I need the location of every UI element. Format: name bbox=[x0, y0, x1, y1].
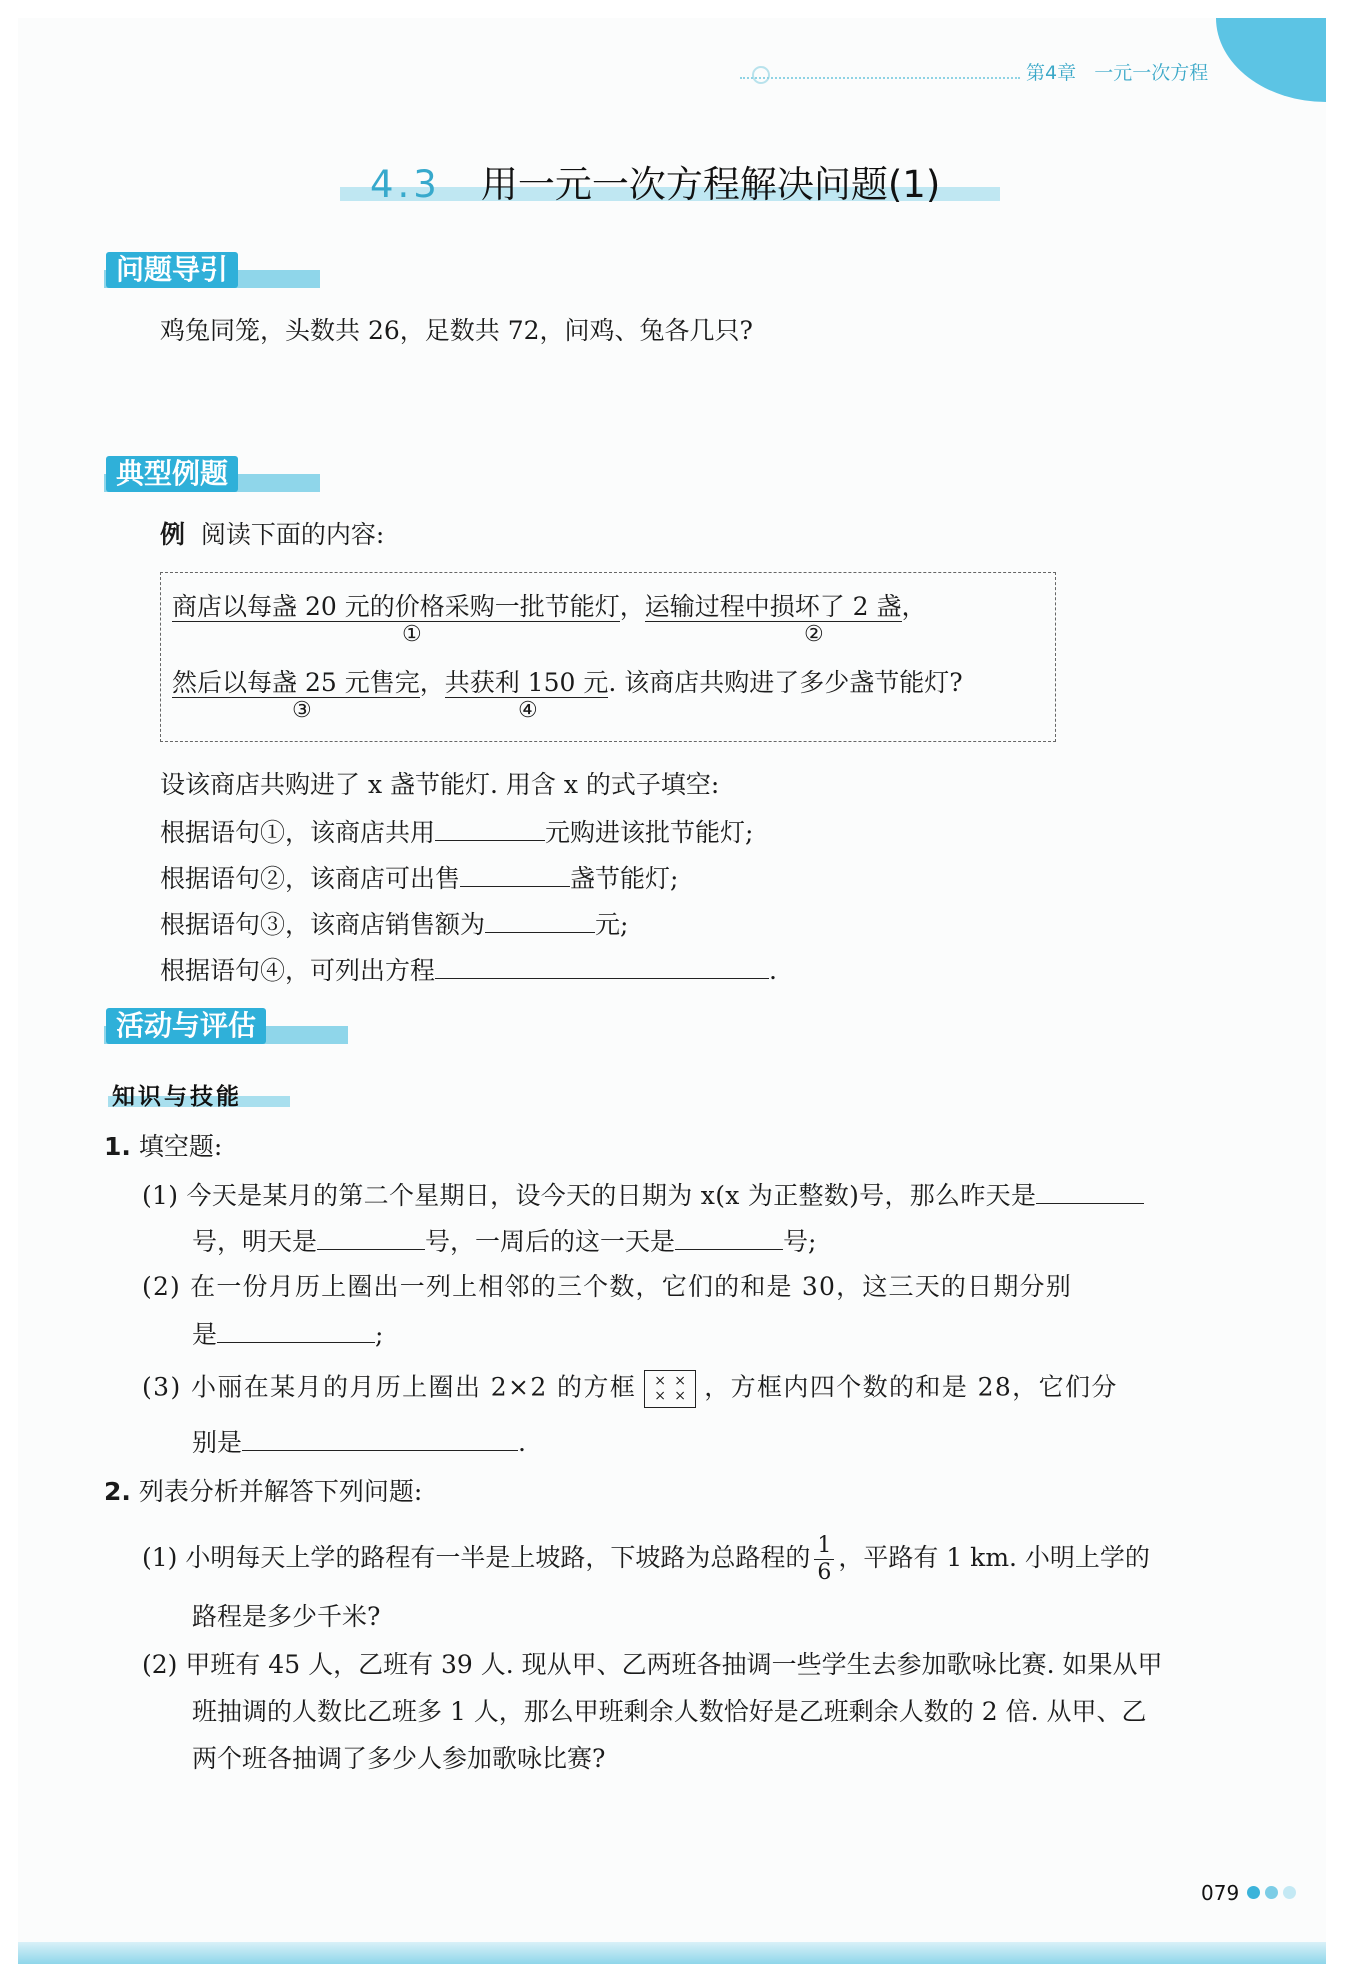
tag-example-label: 典型例题 bbox=[106, 456, 238, 492]
blank-4 bbox=[435, 952, 769, 979]
header-ornament bbox=[752, 66, 770, 84]
page-dot-icon bbox=[1283, 1886, 1296, 1899]
chapter-title: 一元一次方程 bbox=[1094, 62, 1209, 84]
guide-question: 鸡兔同笼，头数共 26，足数共 72，问鸡、兔各几只? bbox=[160, 316, 753, 345]
exercise-2-2-line-2: 班抽调的人数比乙班多 1 人，那么甲班剩余人数恰好是乙班剩余人数的 2 倍. 从甲、乙 bbox=[192, 1697, 1147, 1726]
reading-line-1: 商店以每盏 20 元的价格采购一批节能灯，运输过程中损坏了 2 盏， bbox=[172, 592, 927, 621]
example-q2: 根据语句②，该商店可出售 盏节能灯; bbox=[160, 860, 678, 896]
statement-1: 商店以每盏 20 元的价格采购一批节能灯 bbox=[172, 592, 620, 621]
exercise-1-2-line-1: (2) 在一份月历上圈出一列上相邻的三个数，它们的和是 30，这三天的日期分别 bbox=[142, 1272, 1072, 1301]
mark-3: ③ bbox=[292, 698, 312, 723]
exercise-1-3-line-1: (3) 小丽在某月的月历上圈出 2×2 的方框 × × × × ，方框内四个数的和是 28，它们分 bbox=[142, 1370, 1118, 1408]
example-q1: 根据语句①，该商店共用 元购进该批节能灯; bbox=[160, 814, 753, 850]
tag-activity bbox=[104, 1008, 348, 1044]
example-q3: 根据语句③，该商店销售额为 元; bbox=[160, 906, 628, 942]
exercise-1-1-line-2: 号，明天是 号，一周后的这一天是 号; bbox=[192, 1223, 816, 1259]
section-title bbox=[370, 154, 940, 208]
example-q4: 根据语句④，可列出方程 . bbox=[160, 952, 777, 988]
mark-4: ④ bbox=[518, 698, 538, 723]
example-heading: 例 bbox=[160, 520, 186, 549]
exercise-2-1-line-2: 路程是多少千米? bbox=[192, 1602, 381, 1631]
exercise-2-2-line-1: (2) 甲班有 45 人，乙班有 39 人. 现从甲、乙两班各抽调一些学生去参加歌咏比赛. 如果从甲 bbox=[142, 1650, 1163, 1679]
sub-tag-skills-label: 知识与技能 bbox=[112, 1083, 242, 1110]
statement-4: 共获利 150 元 bbox=[444, 668, 609, 697]
page-number: 079 bbox=[1201, 1881, 1240, 1905]
exercise-2-2-line-3: 两个班各抽调了多少人参加歌咏比赛? bbox=[192, 1744, 606, 1773]
exercise-1-title: 1. 填空题: bbox=[104, 1132, 223, 1161]
exercise-2-1-line-1: (1) 小明每天上学的路程有一半是上坡路，下坡路为总路程的 $\frac{1}{6}$ ，平路有 1 km. 小明上学的 bbox=[142, 1533, 1150, 1585]
running-header bbox=[1026, 58, 1208, 85]
example-setup: 设该商店共购进了 x 盏节能灯. 用含 x 的式子填空: bbox=[160, 770, 720, 799]
blank-1-2 bbox=[217, 1316, 375, 1343]
blank-1-1b bbox=[317, 1223, 425, 1250]
exercise-1-3-line-2: 别是 . bbox=[192, 1424, 526, 1460]
fraction-one-sixth: $\frac{1}{6}$ bbox=[814, 1533, 834, 1586]
example-intro bbox=[160, 518, 384, 552]
header-dotted-line bbox=[740, 77, 1020, 79]
tag-example bbox=[104, 456, 320, 492]
tag-guide bbox=[104, 252, 320, 288]
chapter-number: 第4章 bbox=[1026, 62, 1077, 84]
blank-1-1a bbox=[1036, 1177, 1144, 1204]
blank-1-1c bbox=[675, 1223, 783, 1250]
exercise-2-title: 2. 列表分析并解答下列问题: bbox=[104, 1477, 423, 1506]
blank-1-3 bbox=[242, 1424, 518, 1451]
example-intro-text: 阅读下面的内容: bbox=[200, 520, 385, 549]
page-dot-icon bbox=[1247, 1886, 1260, 1899]
calendar-2x2-box-icon: × × × × bbox=[644, 1370, 696, 1408]
blank-2 bbox=[460, 860, 570, 887]
blank-3 bbox=[485, 906, 595, 933]
exercise-1-2-line-2: 是 ; bbox=[192, 1316, 383, 1352]
reading-line-2: 然后以每盏 25 元售完，共获利 150 元. 该商店共购进了多少盏节能灯? bbox=[172, 668, 963, 697]
statement-3: 然后以每盏 25 元售完 bbox=[172, 668, 420, 697]
blank-1 bbox=[435, 814, 545, 841]
exercise-1-1-line-1: (1) 今天是某月的第二个星期日，设今天的日期为 x(x 为正整数)号，那么昨天是 bbox=[142, 1177, 1144, 1213]
mark-1: ① bbox=[402, 622, 422, 647]
section-number: 4.3 bbox=[370, 163, 441, 206]
footer-band bbox=[18, 1942, 1326, 1964]
page-dot-icon bbox=[1265, 1886, 1278, 1899]
statement-2: 运输过程中损坏了 2 盏 bbox=[644, 592, 902, 621]
mark-2: ② bbox=[804, 622, 824, 647]
tag-activity-label: 活动与评估 bbox=[106, 1008, 266, 1044]
section-title-text: 用一元一次方程解决问题(1) bbox=[480, 163, 941, 206]
tag-guide-label: 问题导引 bbox=[106, 252, 238, 288]
